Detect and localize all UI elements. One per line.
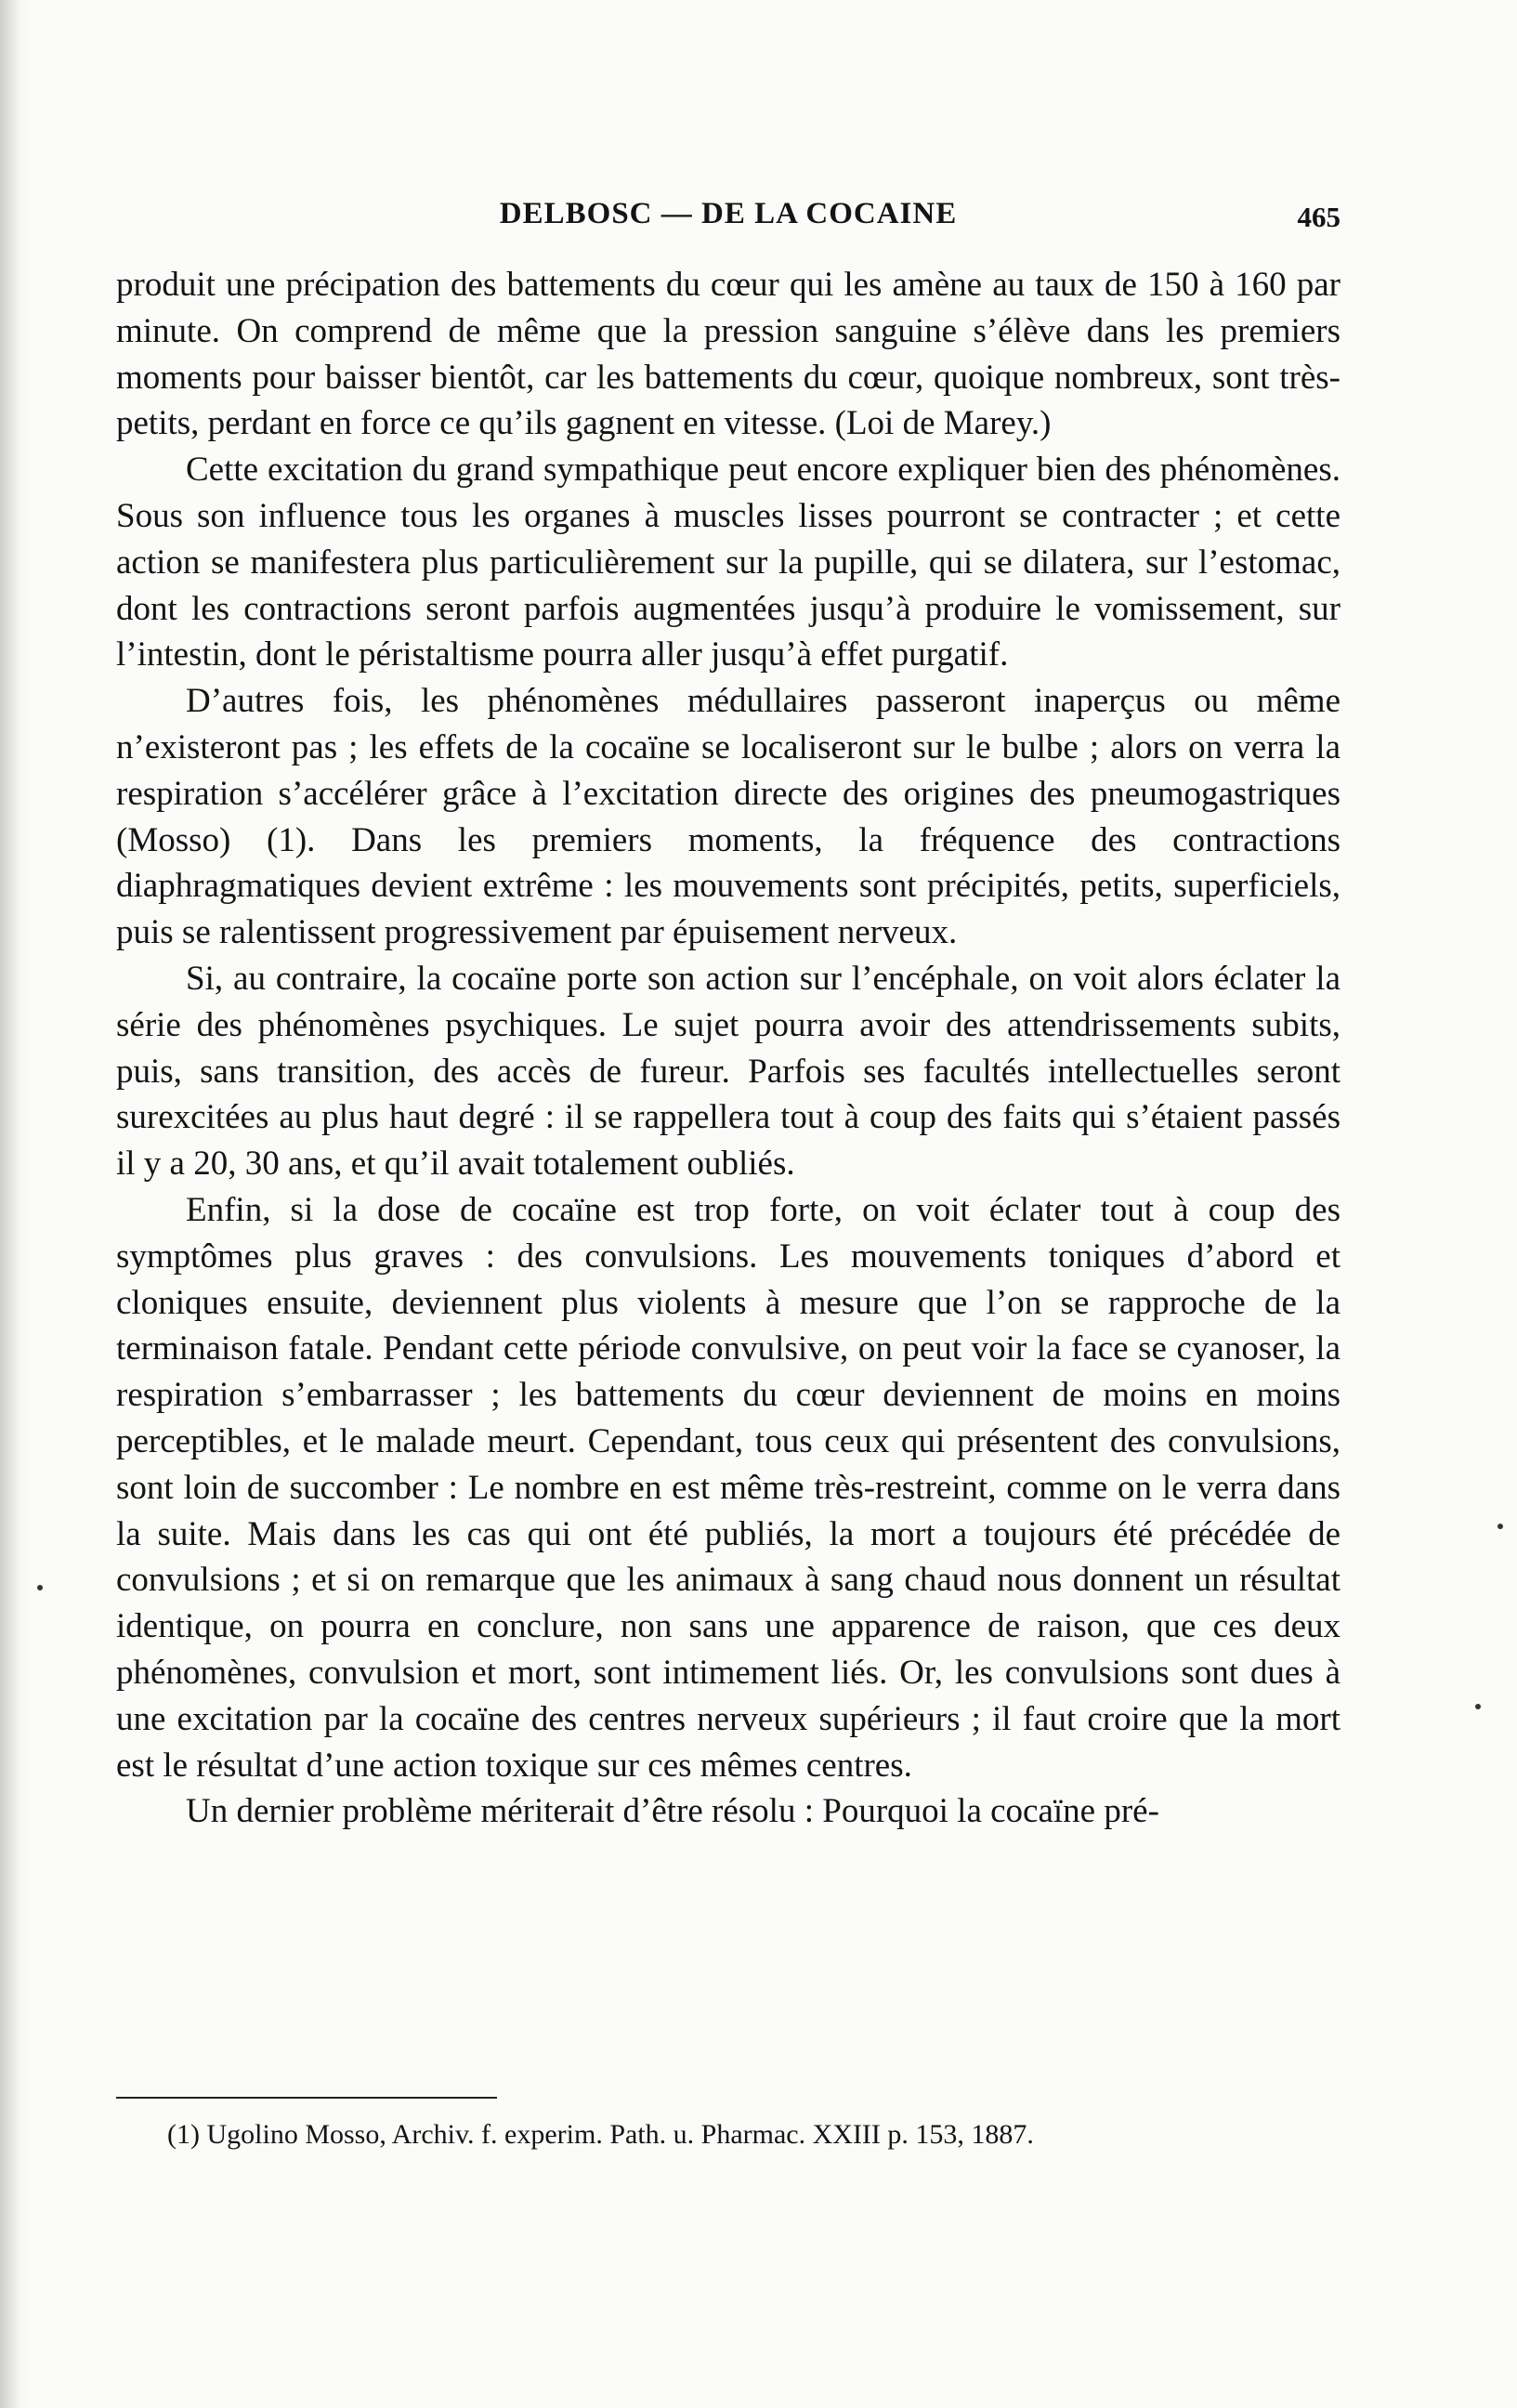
- paragraph-bulbe: D’autres fois, les phénomènes médullaires passeront inaperçus ou même n’existeront pas ; les effets de la cocaïne se localiseront sur le bulbe ; alors on verra la respiration s’accélérer grâce à l’excitation directe des origines des pneumogastriques (Mosso) (1). Dans les premiers moments, la fréquence des contractions diaphragmatiques devient extrême : les mouvements sont précipités, petits, superficiels, puis se ralentissent progressivement par épuisement nerveux.: [116, 682, 1340, 952]
- print-speck: [37, 1585, 43, 1590]
- paragraph-encephale: Si, au contraire, la cocaïne porte son action sur l’encéphale, on voit alors éclater la série des phénomènes psychiques. Le sujet pourra avoir des attendrissements subits, puis, sans transition, des accès de fureur. Parfois ses facultés intellectuelles seront surexcitées au plus haut degré : il se rappellera tout à coup des faits qui s’étaient passés il y a 20, 30 ans, et qu’il avait totalement oubliés.: [116, 959, 1340, 1184]
- body-text: [116, 262, 1340, 1835]
- page-edge-shadow: [0, 0, 33, 2408]
- running-head: DELBOSC — DE LA COCAINE: [499, 197, 958, 230]
- paragraph-convulsions: Enfin, si la dose de cocaïne est trop forte, on voit éclater tout à coup des symptômes plus graves : des convulsions. Les mouvements toniques d’abord et cloniques ensuite, deviennent plus violents à mesure que l’on se rapproche de la terminaison fatale. Pendant cette période convulsive, on peut voir la face se cyanoser, la respiration s’embarrasser ; les battements du cœur deviennent de moins en moins perceptibles, et le malade meurt. Cependant, tous ceux qui présentent des convulsions, sont loin de succomber : Le nombre en est même très-restreint, comme on le verra dans la suite. Mais dans les cas qui ont été publiés, la mort a toujours été précédée de convulsions ; et si on remarque que les animaux à sang chaud nous donnent un résultat identique, on pourra en conclure, non sans une apparence de raison, que ces deux phénomènes, convulsion et mort, sont intimement liés. Or, les convulsions sont dues à une excitation par la cocaïne des centres nerveux supérieurs ; il faut croire que la mort est le résultat d’une action toxique sur ces mêmes centres.: [116, 1190, 1340, 1785]
- paragraph-sympathique: Cette excitation du grand sympathique peut encore expliquer bien des phénomènes. Sous son influence tous les organes à muscles lisses pourront se contracter ; et cette action se manifestera plus particulièrement sur la pupille, qui se dilatera, sur l’estomac, dont les contractions seront parfois augmentées jusqu’à produire le vomissement, sur l’intestin, dont le péristaltisme pourra aller jusqu’à effet purgatif.: [116, 451, 1340, 674]
- footnote-rule: [116, 2097, 497, 2099]
- print-speck: [1497, 1524, 1503, 1529]
- paragraph-continuation: produit une précipation des battements du cœur qui les amène au taux de 150 à 160 par minute. On comprend de même que la pression sanguine s’élève dans les premiers moments pour baisser bientôt, car les battements du cœur, quoique nombreux, sont très-petits, perdant en force ce qu’ils gagnent en vitesse. (Loi de Marey.): [116, 266, 1340, 443]
- page-header: [116, 197, 1340, 249]
- print-speck: [1475, 1704, 1481, 1709]
- footnote: (1) Ugolino Mosso, Archiv. f. experim. Path. u. Pharmac. XXIII p. 153, 1887.: [167, 2119, 1034, 2150]
- paragraph-dernier-probleme: Un dernier problème mériterait d’être résolu : Pourquoi la cocaïne pré-: [186, 1792, 1159, 1831]
- page-number: 465: [1297, 201, 1340, 233]
